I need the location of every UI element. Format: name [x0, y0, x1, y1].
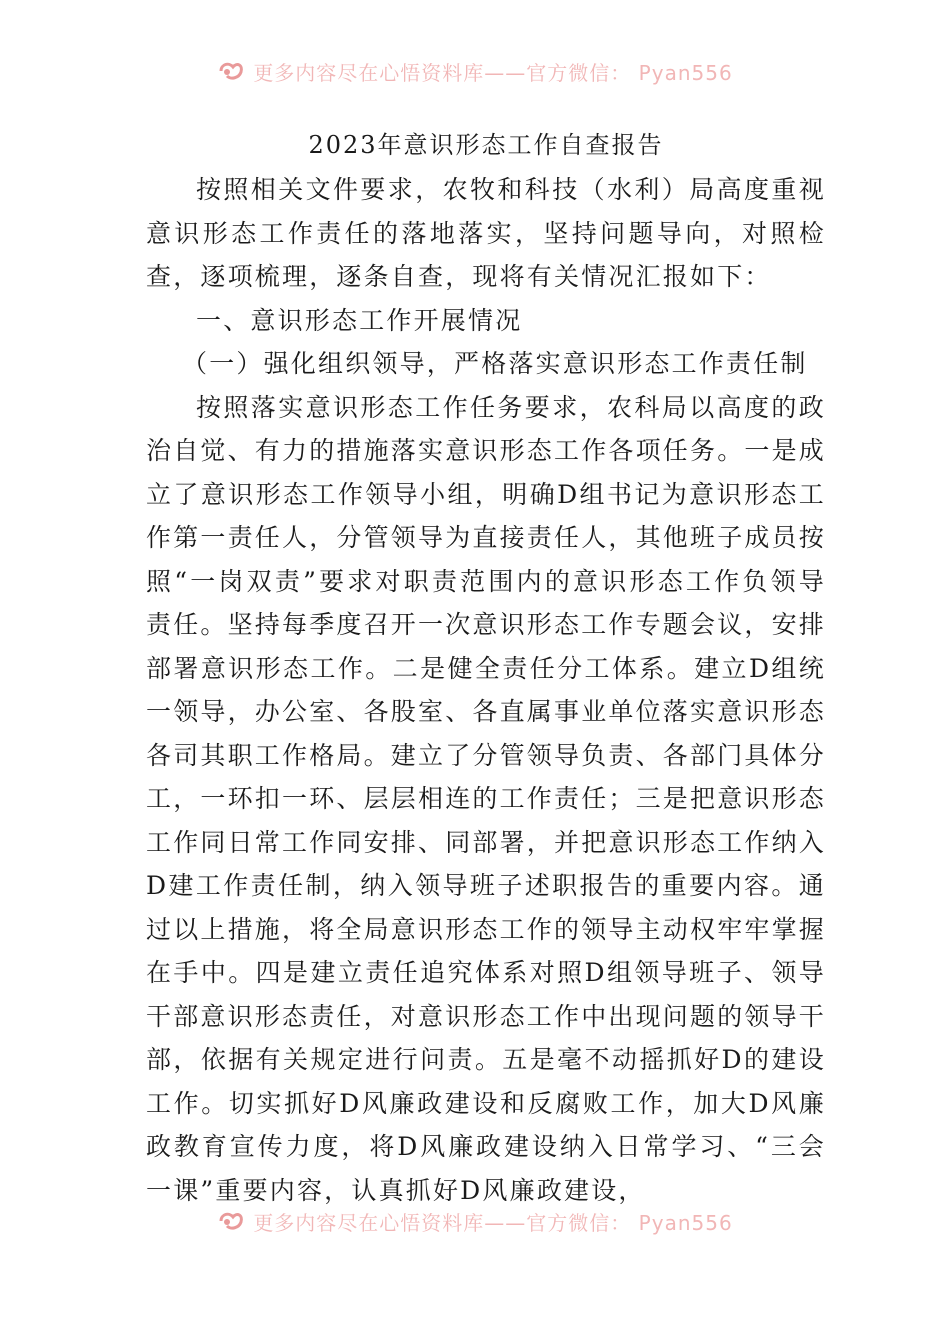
document-body	[146, 128, 826, 1212]
document-title: 2023年意识形态工作自查报告	[308, 131, 664, 159]
intro-paragraph: 按照相关文件要求，农牧和科技（水利）局高度重视意识形态工作责任的落地落实，坚持问题导向，对照检查，逐项梳理，逐条自查，现将有关情况汇报如下：	[146, 175, 826, 291]
section-heading: 一、意识形态工作开展情况	[196, 305, 523, 335]
watermark-text: 更多内容尽在心悟资料库——官方微信： Pyan556	[253, 60, 733, 85]
watermark-logo-icon	[217, 1209, 245, 1233]
watermark-text: 更多内容尽在心悟资料库——官方微信： Pyan556	[253, 1210, 733, 1235]
watermark-footer	[0, 1206, 950, 1236]
watermark-header	[0, 56, 950, 86]
watermark-logo-icon	[217, 59, 245, 83]
subsection-heading: （一）强化组织领导，严格落实意识形态工作责任制	[182, 349, 808, 378]
body-paragraph: 按照落实意识形态工作任务要求，农科局以高度的政治自觉、有力的措施落实意识形态工作各项任务。一是成立了意识形态工作领导小组，明确D组书记为意识形态工作第一责任人，分管领导为直接责任人，其他班子成员按照“一岗双责”要求对职责范围内的意识形态工作负领导责任。坚持每季度召开一次意识形态工作专题会议，安排部署意识形态工作。二是健全责任分工体系。建立D组统一领导，办公室、各股室、各直属事业单位落实意识形态各司其职工作格局。建立了分管领导负责、各部门具体分工，一环扣一环、层层相连的工作责任；三是把意识形态工作同日常工作同安排、同部署，并把意识形态工作纳入D建工作责任制，纳入领导班子述职报告的重要内容。通过以上措施，将全局意识形态工作的领导主动权牢牢掌握在手中。四是建立责任追究体系对照D组领导班子、领导干部意识形态责任，对意识形态工作中出现问题的领导干部，依据有关规定进行问责。五是毫不动摇抓好D的建设工作。切实抓好D风廉政建设和反腐败工作，加大D风廉政教育宣传力度，将D风廉政建设纳入日常学习、“三会一课”重要内容，认真抓好D风廉政建设，	[146, 392, 827, 1205]
